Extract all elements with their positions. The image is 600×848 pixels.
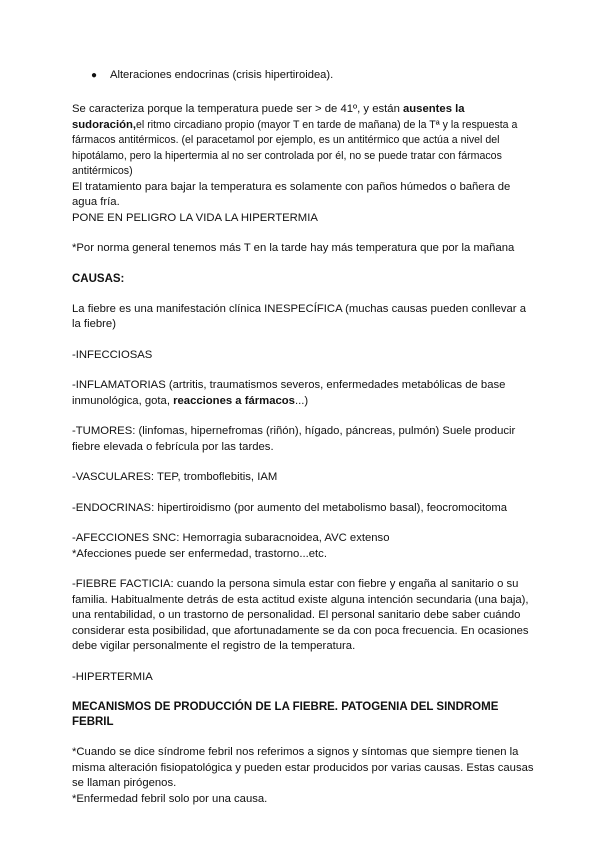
heading-causas: CAUSAS: [72, 272, 125, 285]
text-span: -INFLAMATORIAS (artritis, traumatismos severos, enfermedades metabólicas de base inmunológica, gota, [72, 379, 506, 407]
document-page [72, 68, 534, 807]
cause-hipertermia: -HIPERTERMIA [72, 670, 153, 683]
note-afecciones: *Afecciones puede ser enfermedad, trastorno...etc. [72, 547, 327, 560]
cause-infecciosas: -INFECCIOSAS [72, 348, 153, 361]
paragraph-note-temperature: *Por norma general tenemos más T en la tarde hay más temperatura que por la mañana [72, 242, 515, 254]
cause-endocrinas: -ENDOCRINAS: hipertiroidismo (por aumento del metabolismo basal), feocromocitoma [72, 501, 508, 514]
paragraph-causas-intro: La fiebre es una manifestación clínica INESPECÍFICA (muchas causas pueden conllevar a la fiebre) [72, 302, 526, 330]
text-span: el ritmo circadiano propio (mayor T en tarde de mañana) de la Tª y la respuesta a fármacos antitérmicos. (el paracetamol por ejemplo, es un antitérmico que actúa a nivel del hipotálamo, pero la hipertermia al no ser controlada por él, no se puede tratar con fármacos antitérmicos) [72, 118, 518, 177]
paragraph-sindrome-febril: *Cuando se dice síndrome febril nos referimos a signos y síntomas que siempre tienen la misma alteración fisiopatológica y pueden estar producidos por varias causas. Estas causas se llaman pirógenos. [72, 746, 534, 789]
bullet-icon: ● [91, 70, 98, 81]
cause-afecciones-snc: -AFECCIONES SNC: Hemorragia subaracnoidea, AVC extenso [72, 532, 390, 544]
list-item-text: Alteraciones endocrinas (crisis hipertiroidea). [110, 69, 334, 81]
list-item [72, 68, 534, 83]
paragraph-hipertermia-description [72, 102, 534, 180]
paragraph-tratamiento: El tratamiento para bajar la temperatura es solamente con paños húmedos o bañera de agua fría. [72, 180, 511, 208]
cause-vasculares: -VASCULARES: TEP, tromboflebitis, IAM [72, 471, 278, 483]
cause-tumores: -TUMORES: (linfomas, hipernefromas (riñón), hígado, páncreas, pulmón) Suele producir fiebre elevada o febrícula por las tardes. [72, 425, 516, 453]
text-span: Se caracteriza porque la temperatura puede ser > de 41º, y están [72, 103, 403, 115]
cause-fiebre-facticia: -FIEBRE FACTICIA: cuando la persona simula estar con fiebre y engaña al sanitario o su familia. Habitualmente detrás de esta actitud existe alguna intención secundaria (una baja), una rentabilidad, o un trastorno de personalidad. El personal sanitario debe saber cuándo considerar esta posibilidad, que afortunadamente se da con poca frecuencia. En ocasiones debe vigilar personalmente el registro de la temperatura. [72, 578, 529, 652]
heading-mecanismos: MECANISMOS DE PRODUCCIÓN DE LA FIEBRE. PATOGENIA DEL SINDROME FEBRIL [72, 701, 499, 728]
paragraph-enfermedad-febril: *Enfermedad febril solo por una causa. [72, 792, 268, 805]
cause-inflamatorias [72, 378, 534, 409]
bold-text: reacciones a fármacos [173, 394, 295, 407]
paragraph-warning: PONE EN PELIGRO LA VIDA LA HIPERTERMIA [72, 211, 318, 224]
text-span: ...) [294, 394, 309, 407]
bold-text: ausentes la sudoración, [72, 103, 465, 131]
